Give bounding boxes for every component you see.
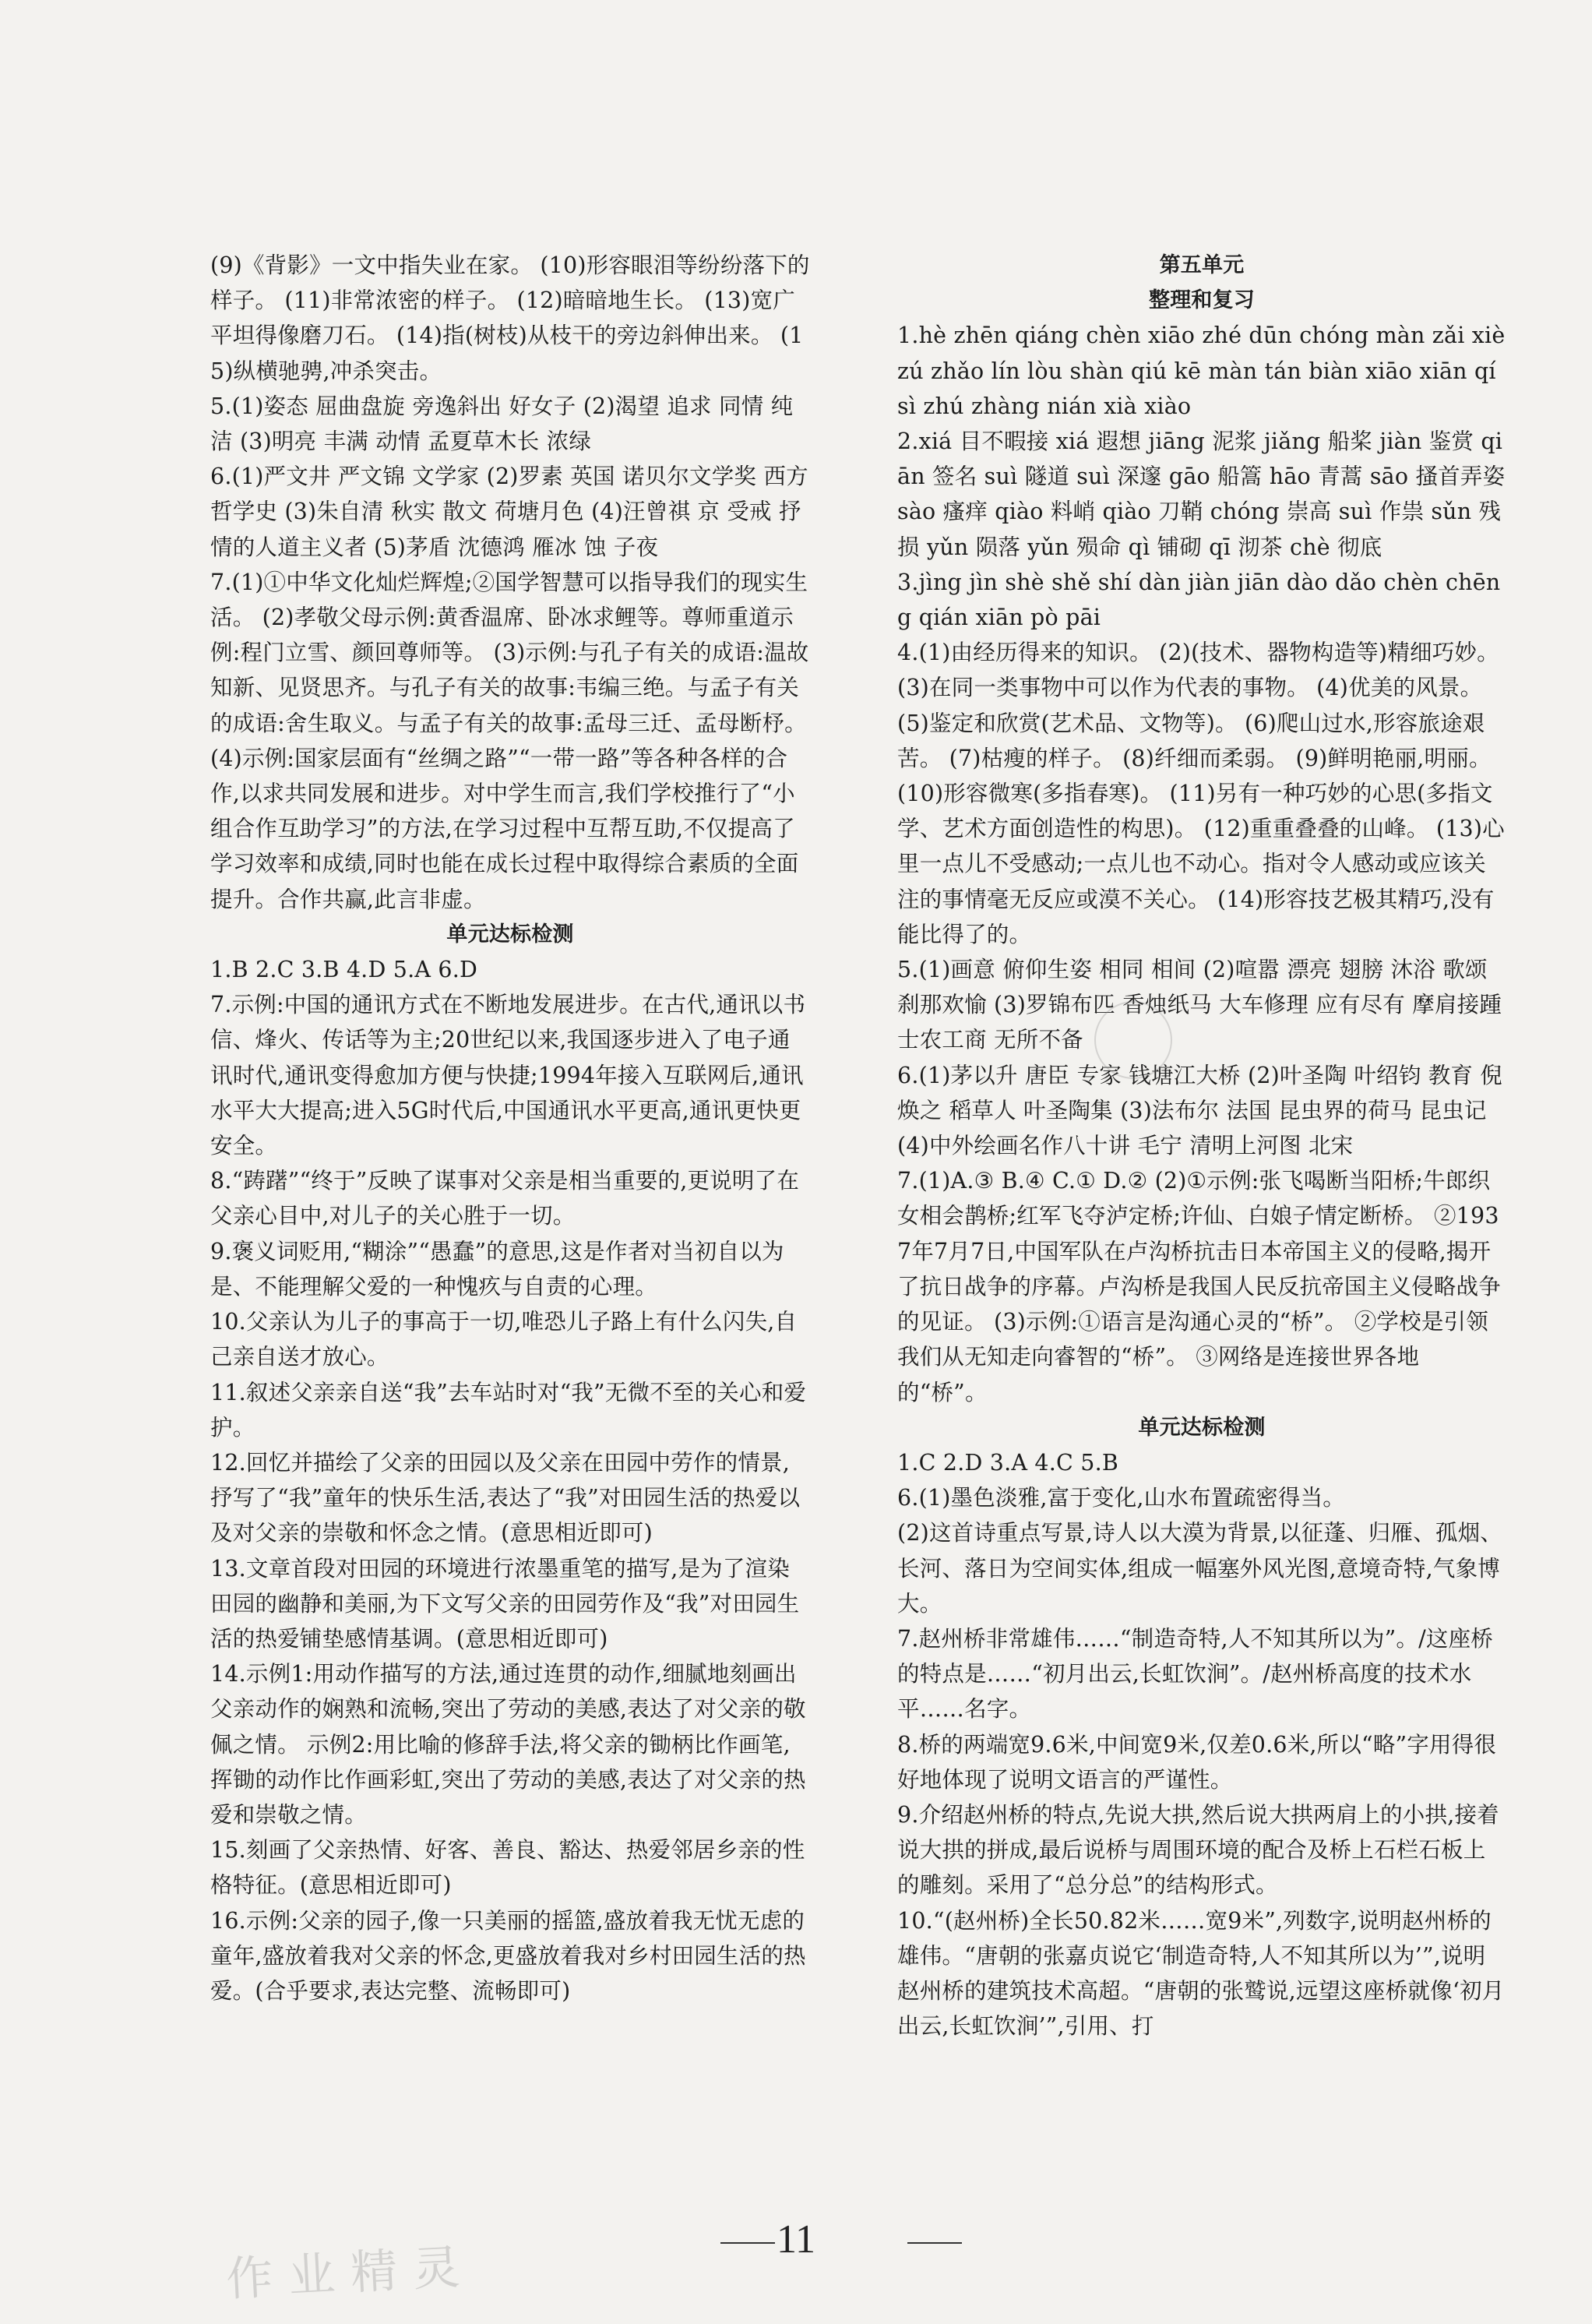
right-section-heading: 单元达标检测 — [1138, 1415, 1266, 1440]
left-q9: 9.褒义词贬用,“糊涂”“愚蠢”的意思,这是作者对当初自以为是、不能理解父爱的一种愧疚与自责的心理。 — [210, 1238, 784, 1300]
left-item-7: 7.(1)①中华文化灿烂辉煌;②国学智慧可以指导我们的现实生活。 (2)孝敬父母示例:黄香温席、卧冰求鲤等。尊师重道示例:程门立雪、颜回尊师等。 (3)示例:与孔子有关的成语:温故知新、见贤思齐。与孔子有关的故事:韦编三绝。与孟子有关的成语:舍生取义。与孟子有关的故事:孟母三迁、孟母断杼。 (4)示例:国家层面有“丝绸之路”“一带一路”等各种各样的合作,以求共同发展和进步。对中学生而言,我们学校推行了“小组合作互助学习”的方法,在学习过程中互帮互助,不仅提高了学习效率和成绩,同时也能在成长过程中取得综合素质的全面提升。合作共赢,此言非虚。 — [210, 569, 809, 912]
left-item-choice: 1.B 2.C 3.B 4.D 5.A 6.D — [210, 957, 478, 983]
faint-stamp — [1094, 1001, 1172, 1079]
unit-title: 第五单元 — [1159, 253, 1245, 277]
right-column — [897, 248, 1506, 2044]
right-t6-1: 6.(1)墨色淡雅,富于变化,山水布置疏密得当。 — [897, 1485, 1345, 1511]
right-q3: 3.jìng jìn shè shě shí dàn jiàn jiān dào dǎo chèn chēng qián xiān pò pāi — [897, 569, 1501, 631]
right-t9: 9.介绍赵州桥的特点,先说大拱,然后说大拱两肩上的小拱,接着说大拱的拼成,最后说桥与周围环境的配合及桥上石栏石板上的雕刻。采用了“总分总”的结构形式。 — [897, 1801, 1499, 1899]
left-q10: 10.父亲认为儿子的事高于一切,唯恐儿子路上有什么闪失,自己亲自送才放心。 — [210, 1309, 798, 1370]
left-q7: 7.示例:中国的通讯方式在不断地发展进步。在古代,通讯以书信、烽火、传话等为主;20世纪以来,我国逐步进入了电子通讯时代,通讯变得愈加方便与快捷;1994年接入互联网后,通讯水平大大提高;进入5G时代后,中国通讯水平更高,通讯更快更安全。 — [210, 992, 806, 1159]
right-q5: 5.(1)画意 俯仰生姿 相同 相间 (2)喧嚣 漂亮 翅膀 沐浴 歌颂 刹那欢愉 (3)罗锦布匹 香烛纸马 大车修理 应有尽有 摩肩接踵 士农工商 无所不备 — [897, 957, 1502, 1053]
left-q11: 11.叙述父亲亲自送“我”去车站时对“我”无微不至的关心和爱护。 — [210, 1379, 807, 1441]
right-q2: 2.xiá 目不暇接 xiá 遐想 jiāng 泥浆 jiǎng 船桨 jiàn 鉴赏 qiān 签名 suì 隧道 suì 深邃 gāo 船篙 hāo 青蒿 sāo 搔首弄姿 sào 瘙痒 qiào 料峭 qiào 刀鞘 chóng 崇高 suì 作祟 sǔn 残损 yǔn 陨落 yǔn 殒命 qì 铺砌 qī 沏茶 chè 彻底 — [897, 428, 1506, 560]
unit-subtitle: 整理和复习 — [1149, 288, 1255, 313]
left-item-9: (9)《背影》一文中指失业在家。 (10)形容眼泪等纷纷落下的样子。 (11)非常浓密的样子。 (12)暗暗地生长。 (13)宽广平坦得像磨刀石。 (14)指(树枝)从枝干的旁边斜伸出来。 (15)纵横驰骋,冲杀突击。 — [210, 252, 810, 384]
left-q13: 13.文章首段对田园的环境进行浓墨重笔的描写,是为了渲染田园的幽静和美丽,为下文写父亲的田园劳作及“我”对田园生活的热爱铺垫感情基调。(意思相近即可) — [210, 1555, 800, 1652]
left-column — [210, 248, 810, 2008]
right-q6: 6.(1)茅以升 唐臣 专家 钱塘江大桥 (2)叶圣陶 叶绍钧 教育 倪焕之 稻草人 叶圣陶集 (3)法布尔 法国 昆虫界的荷马 昆虫记 (4)中外绘画名作八十讲 毛宁 清明上河图 北宋 — [897, 1062, 1503, 1159]
right-t7: 7.赵州桥非常雄伟……“制造奇特,人不知其所以为”。/这座桥的特点是……“初月出云,长虹饮涧”。/赵州桥高度的技术水平……名字。 — [897, 1625, 1493, 1723]
page-number-dash-right — [907, 2242, 962, 2244]
right-choice: 1.C 2.D 3.A 4.C 5.B — [897, 1449, 1118, 1476]
page-number: 11 — [776, 2217, 816, 2262]
left-section-heading: 单元达标检测 — [446, 922, 574, 947]
right-q7: 7.(1)A.③ B.④ C.① D.② (2)①示例:张飞喝断当阳桥;牛郎织女相会鹊桥;红军飞夺泸定桥;许仙、白娘子情定断桥。 ②1937年7月7日,中国军队在卢沟桥抗击日本帝国主义的侵略,揭开了抗日战争的序幕。卢沟桥是我国人民反抗帝国主义侵略战争的见证。 (3)示例:①语言是沟通心灵的“桥”。 ②学校是引领我们从无知走向睿智的“桥”。 ③网络是连接世界各地的“桥”。 — [897, 1168, 1501, 1405]
right-t10: 10.“(赵州桥)全长50.82米……宽9米”,列数字,说明赵州桥的雄伟。“唐朝的张嘉贞说它‘制造奇特,人不知其所以为’”,说明赵州桥的建筑技术高超。“唐朝的张鹫说,远望这座桥就像‘初月出云,长虹饮涧’”,引用、打 — [897, 1907, 1505, 2040]
left-q14: 14.示例1:用动作描写的方法,通过连贯的动作,细腻地刻画出父亲动作的娴熟和流畅,突出了劳动的美感,表达了对父亲的敬佩之情。 示例2:用比喻的修辞手法,将父亲的锄柄比作画笔,挥锄的动作比作画彩虹,突出了劳动的美感,表达了对父亲的热爱和崇敬之情。 — [210, 1661, 806, 1828]
watermark: 作业精灵 — [224, 2239, 477, 2308]
left-item-5: 5.(1)姿态 屈曲盘旋 旁逸斜出 好女子 (2)渴望 追求 同情 纯洁 (3)明亮 丰满 动情 孟夏草木长 浓绿 — [210, 393, 794, 455]
right-t8: 8.桥的两端宽9.6米,中间宽9米,仅差0.6米,所以“略”字用得很好地体现了说明文语言的严谨性。 — [897, 1731, 1497, 1793]
right-t6-2: (2)这首诗重点写景,诗人以大漠为背景,以征蓬、归雁、孤烟、长河、落日为空间实体,组成一幅塞外风光图,意境奇特,气象博大。 — [897, 1520, 1502, 1617]
left-item-6: 6.(1)严文井 严文锦 文学家 (2)罗素 英国 诺贝尔文学奖 西方哲学史 (3)朱自清 秋实 散文 荷塘月色 (4)汪曾祺 京 受戒 抒情的人道主义者 (5)茅盾 沈德鸿 雁冰 蚀 子夜 — [210, 464, 808, 560]
right-q1: 1.hè zhēn qiáng chèn xiāo zhé dūn chóng màn zǎi xiè zú zhǎo lín lòu shàn qiú kē màn tán biàn xiāo xiān qí sì zhú zhàng nián xià xiào — [897, 323, 1506, 419]
left-q16: 16.示例:父亲的园子,像一只美丽的摇篮,盛放着我无忧无虑的童年,盛放着我对父亲的怀念,更盛放着我对乡村田园生活的热爱。(合乎要求,表达完整、流畅即可) — [210, 1907, 806, 2004]
left-q8: 8.“踌躇”“终于”反映了谋事对父亲是相当重要的,更说明了在父亲心目中,对儿子的关心胜于一切。 — [210, 1168, 800, 1229]
right-q4: 4.(1)由经历得来的知识。 (2)(技术、器物构造等)精细巧妙。 (3)在同一类事物中可以作为代表的事物。 (4)优美的风景。 (5)鉴定和欣赏(艺术品、文物等)。 (6)爬山过水,形容旅途艰苦。 (7)枯瘦的样子。 (8)纤细而柔弱。 (9)鲜明艳丽,明丽。 (10)形容微寒(多指春寒)。 (11)另有一种巧妙的心思(多指文学、艺术方面创造性的构思)。 (12)重重叠叠的山峰。 (13)心里一点儿不受感动;一点儿也不动心。指对令人感动或应该关注的事情毫无反应或漠不关心。 (14)形容技艺极其精巧,没有能比得了的。 — [897, 640, 1505, 947]
left-q12: 12.回忆并描绘了父亲的田园以及父亲在田园中劳作的情景,抒写了“我”童年的快乐生活,表达了“我”对田园生活的热爱以及对父亲的崇敬和怀念之情。(意思相近即可) — [210, 1449, 801, 1546]
left-q15: 15.刻画了父亲热情、好客、善良、豁达、热爱邻居乡亲的性格特征。(意思相近即可) — [210, 1837, 805, 1899]
